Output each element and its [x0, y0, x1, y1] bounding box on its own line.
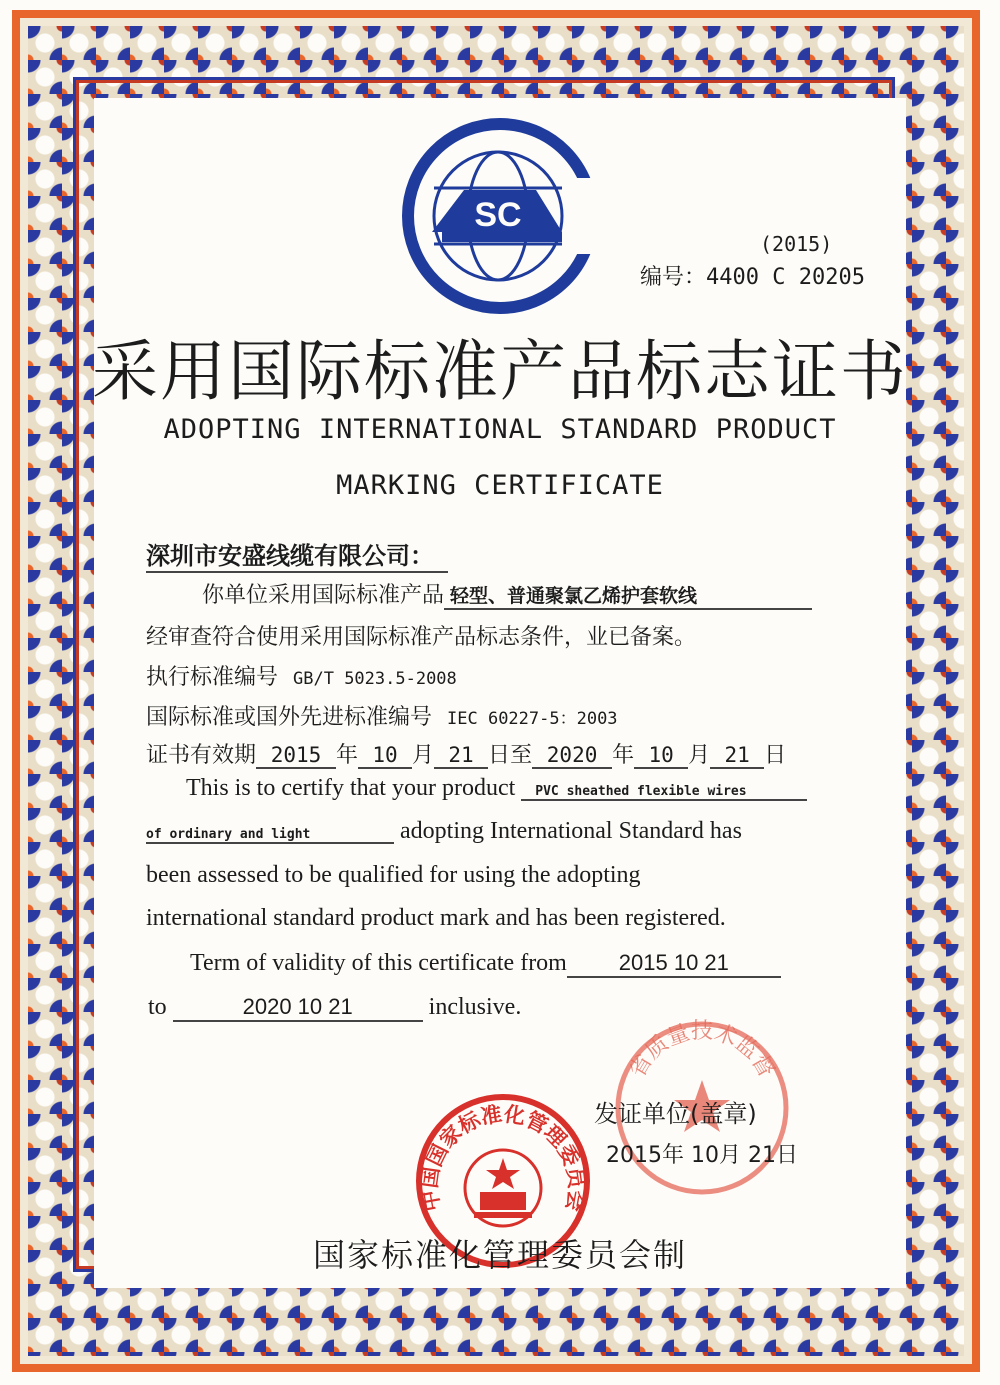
from-year: 2015: [256, 743, 336, 769]
intl-standard-line: [146, 700, 618, 731]
certificate-number: [640, 260, 865, 291]
from-day: 21: [434, 743, 488, 769]
csc-logo: [402, 118, 598, 314]
product-prefix: 你单位采用国际标准产品: [202, 583, 445, 608]
title-chinese: 采用国际标准产品标志证书: [92, 333, 908, 410]
adopting-text: adopting International Standard has: [400, 818, 742, 844]
title-english-line1: ADOPTING INTERNATIONAL STANDARD PRODUCT: [163, 414, 837, 445]
month-char: 月: [412, 743, 435, 768]
national-seal-text: 中国国家标准化管理委员会: [417, 1101, 589, 1214]
certificate-year: (2015): [760, 232, 833, 256]
validity-line-cn: [146, 738, 786, 769]
year-char: 年: [336, 743, 359, 768]
logo-letters: SC: [474, 196, 522, 234]
validity-prefix-en: Term of validity of this certificate from: [190, 950, 567, 976]
certify-prefix: This is to certify that your product: [186, 775, 516, 801]
english-line1: [186, 775, 807, 802]
number-label: 编号：: [640, 265, 707, 290]
from-date-en: 2015 10 21: [567, 950, 781, 978]
year-char: 年: [612, 743, 635, 768]
to-line-en: [148, 994, 521, 1022]
day-char: 日: [764, 743, 787, 768]
provincial-seal-text: 省质量技术监督: [625, 1019, 779, 1082]
exec-standard-value: GB/T 5023.5-2008: [293, 669, 457, 689]
english-line2: [146, 818, 742, 845]
month-char: 月: [688, 743, 711, 768]
svg-text:省质量技术监督: [625, 1019, 779, 1082]
english-line3: been assessed to be qualified for using the adopting: [146, 862, 641, 888]
title-english-line2: MARKING CERTIFICATE: [336, 470, 664, 501]
to-label: to: [148, 994, 167, 1020]
english-line4: international standard product mark and has been registered.: [146, 905, 726, 931]
product-name-en-part2: of ordinary and light: [146, 827, 394, 844]
exec-standard-label: 执行标准编号: [146, 665, 279, 690]
company-name: 深圳市安盛线缆有限公司：: [146, 536, 448, 573]
day-char: 日: [488, 743, 511, 768]
validity-label: 证书有效期: [146, 743, 257, 768]
validity-line-en: [190, 950, 781, 978]
product-name-cn: 轻型、普通聚氯乙烯护套软线: [444, 581, 812, 610]
intl-standard-label: 国际标准或国外先进标准编号: [146, 705, 433, 730]
issuer-footer: 国家标准化管理委员会制: [312, 1236, 687, 1274]
issuer-label: 发证单位(盖章): [594, 1100, 757, 1128]
to-year: 2020: [532, 743, 612, 769]
to-date-en: 2020 10 21: [173, 994, 423, 1022]
issue-date: 2015年 10月 21日: [606, 1143, 798, 1168]
exec-standard-line: [146, 660, 457, 691]
number-value: 4400 C 20205: [706, 265, 865, 290]
product-name-en-part1: PVC sheathed flexible wires: [521, 784, 807, 801]
to-month: 10: [634, 743, 688, 769]
to-day: 21: [710, 743, 764, 769]
to-char: 至: [510, 743, 533, 768]
intl-standard-value: IEC 60227-5：2003: [447, 709, 618, 729]
approval-statement: 经审查符合使用采用国际标准产品标志条件，业已备案。: [146, 625, 697, 650]
product-line-cn: [202, 578, 812, 610]
from-month: 10: [358, 743, 412, 769]
inclusive-text: inclusive.: [428, 994, 522, 1020]
